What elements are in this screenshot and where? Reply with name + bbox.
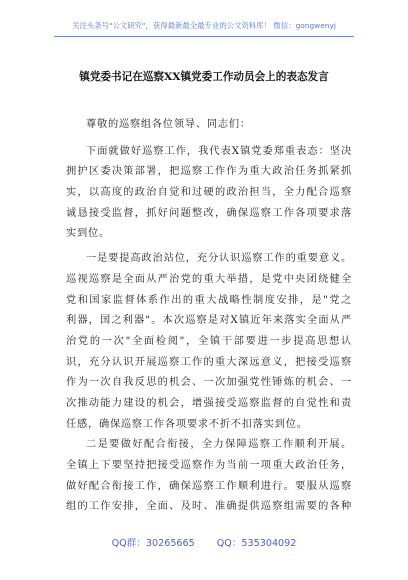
contact-footer: [0, 535, 408, 549]
promo-header-text: 关注头条号"公文研究"，获得最新最全最专业的公文资料库！ 微信：gongwenyj: [72, 21, 336, 30]
paragraph-line: 下面就做好巡察工作，我代表X镇党委郑重表态：坚决: [86, 145, 352, 157]
paragraph-line: 治党的一次"全面检阅"，全镇干部要进一步提高思想认: [66, 335, 352, 347]
document-body: [66, 115, 352, 518]
paragraph-line: 拥护区委决策部署，把巡察工作作为重大政治任务抓紧抓: [66, 166, 352, 178]
header-divider: [54, 36, 354, 37]
paragraph-line: 实到位。: [66, 228, 110, 240]
paragraph-line: 组的工作安排，全面、及时、准确提供巡察组需要的各种: [66, 501, 352, 513]
paragraph-line: 全镇上下要坚持把接受巡察作为当前一项重大政治任务，: [66, 460, 352, 471]
paragraph-line: 识，充分认识开展巡察工作的重大深远意义，把接受巡察: [66, 356, 352, 368]
paragraph-line: 一是要提高政治站位，充分认识巡察工作的重要意义。: [86, 253, 352, 265]
qq-number: QQ：535304092: [216, 538, 297, 549]
paragraph-line: 实，以高度的政治自觉和过硬的政治担当，全力配合巡察: [66, 187, 352, 199]
paragraph-line: 二是要做好配合衔接，全力保障巡察工作顺利开展。: [86, 439, 352, 451]
paragraph-line: 任感，确保巡察工作各项要求不折不扣落实到位。: [66, 418, 308, 430]
paragraph-line: 党和国家监督体系作出的重大战略性制度安排，是"党之: [66, 294, 352, 306]
greeting: 尊敬的巡察组各位领导、同志们：: [86, 119, 251, 130]
paragraph-line: 诚恳接受监督，抓好问题整改，确保巡察工作各项要求落: [66, 207, 352, 219]
paragraph-line: 巡视巡察是全面从严治党的重大举措，是党中央团绕健全: [66, 273, 352, 285]
paragraph-line: 利器，国之利器"。本次巡察是对X镇近年来落实全面从严: [66, 315, 352, 327]
paragraph-line: 做好配合衔接工作，确保巡察工作顺利进行。要服从巡察: [66, 480, 352, 492]
paragraph-line: 作为一次自我反思的机会、一次加强党性锤炼的机会、一: [66, 377, 352, 389]
paragraph-line: 次推动能力建设的机会，增强接受巡察监督的自觉性和责: [66, 397, 352, 409]
document-title: 镇党委书记在巡察XX镇党委工作动员会上的表态发言: [79, 71, 329, 83]
qq-group-number: QQ群：30265665: [111, 538, 195, 549]
